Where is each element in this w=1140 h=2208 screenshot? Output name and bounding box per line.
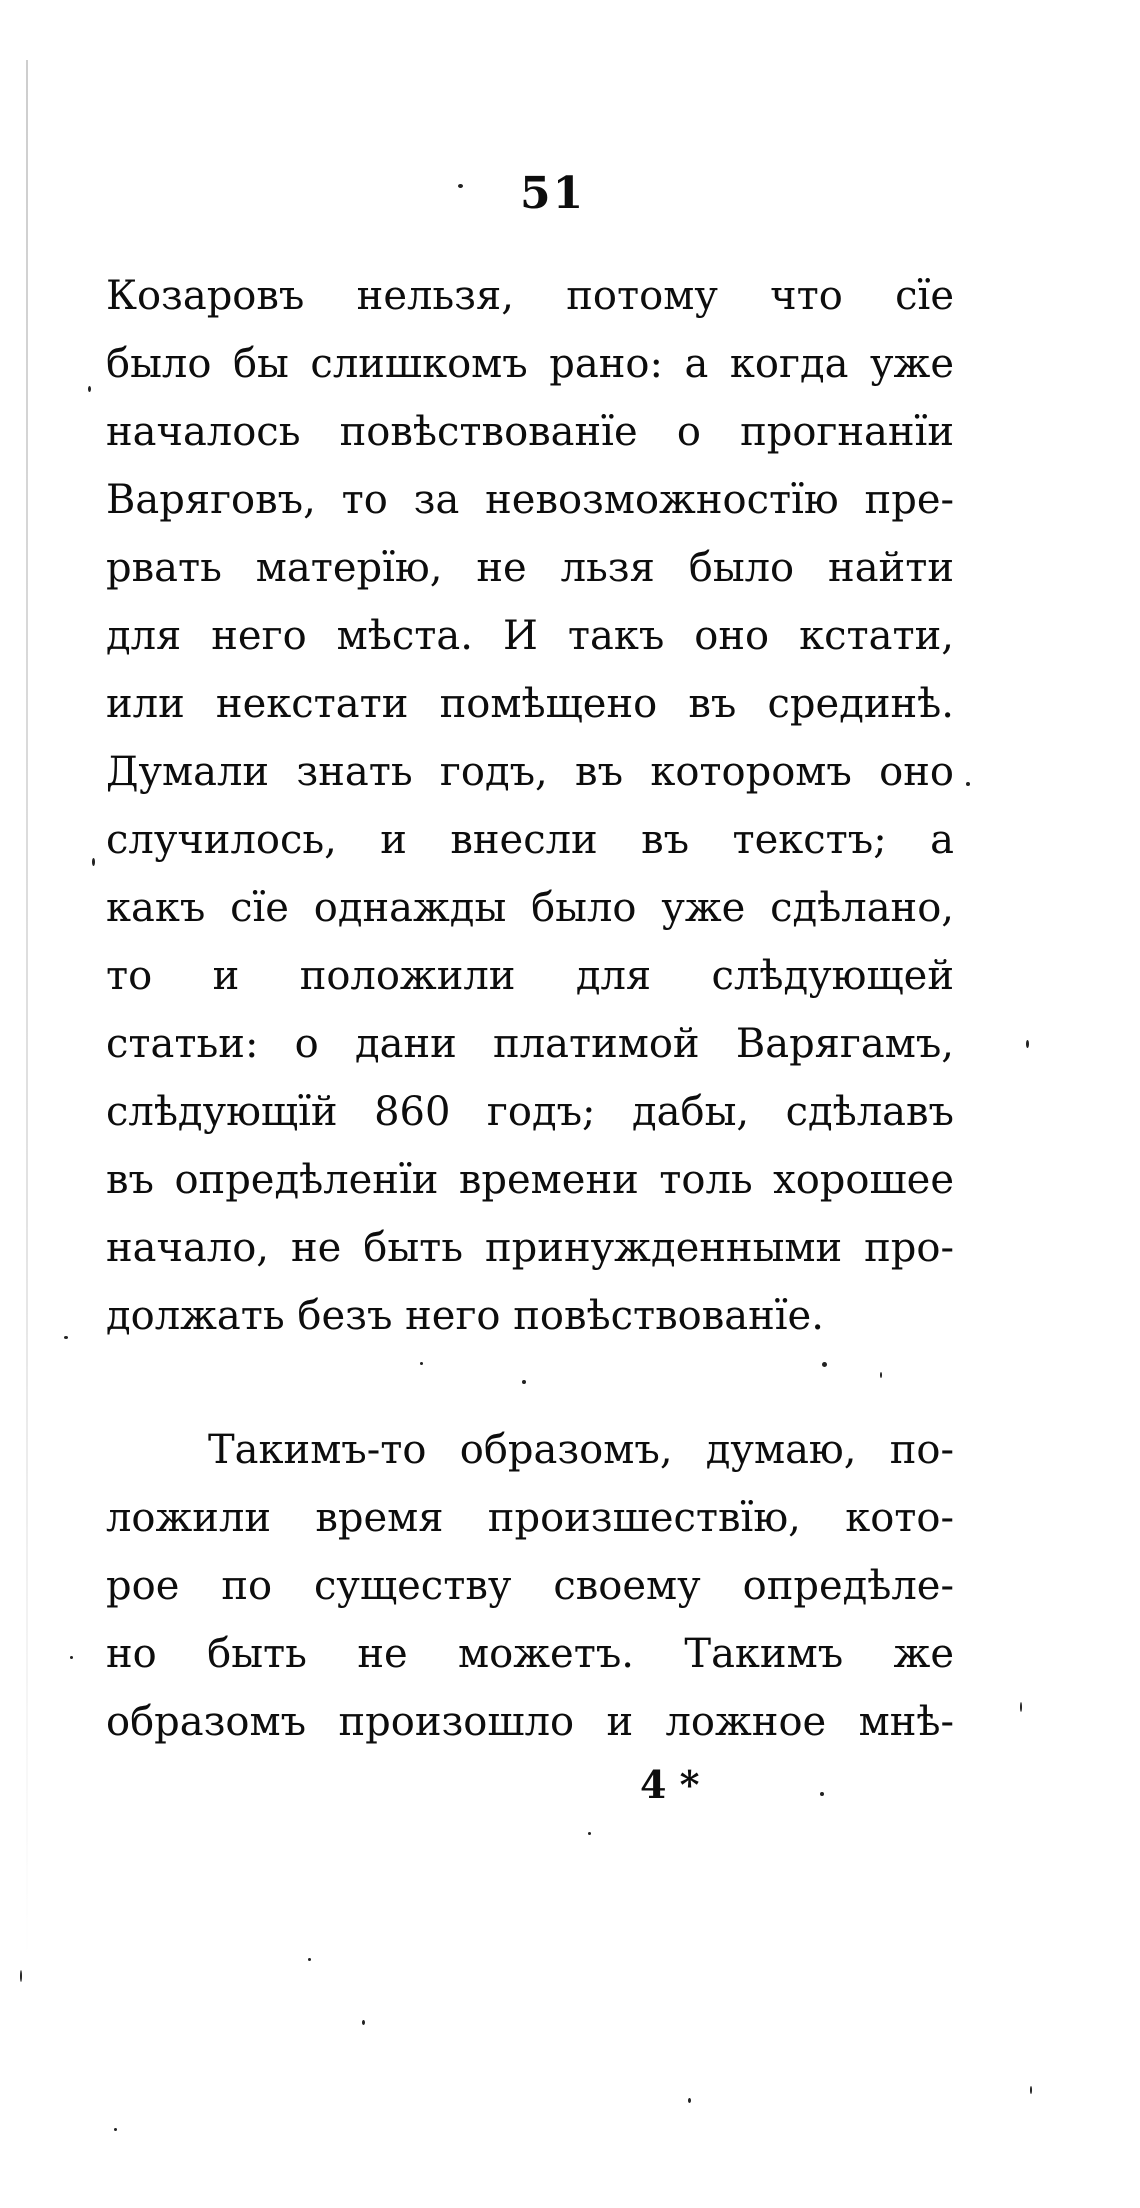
scan-speck — [1030, 2086, 1032, 2094]
text-line: ложили время произшествїю, кото- — [106, 1495, 954, 1541]
scan-speck — [458, 184, 463, 188]
text-line: статьи: о дани платимой Варягамъ, — [106, 1021, 954, 1067]
scan-speck — [308, 1958, 311, 1961]
text-line: или некстати помѣщено въ срединѣ. — [106, 681, 954, 727]
text-line: какъ сїе однажды было уже сдѣлано, — [106, 885, 954, 931]
scan-speck — [820, 1792, 824, 1796]
gutter-shadow — [26, 60, 28, 1960]
scan-speck — [420, 1362, 423, 1365]
signature-mark: 4 * — [640, 1762, 700, 1807]
scan-speck — [92, 858, 95, 866]
scan-speck — [114, 2128, 117, 2131]
text-line: то и положили для слѣдующей — [106, 953, 954, 999]
scan-speck — [688, 2098, 691, 2103]
scan-speck — [88, 386, 91, 392]
paragraph-1 — [106, 262, 954, 1350]
text-line: Варяговъ, то за невозможностїю пре- — [106, 477, 954, 523]
text-line: должать безъ него повѣствованїе. — [106, 1293, 824, 1339]
text-line: рвать матерїю, не льзя было найти — [106, 545, 954, 591]
text-line: случилось, и внесли въ текстъ; а — [106, 817, 954, 863]
text-line: было бы слишкомъ рано: а когда уже — [106, 341, 954, 387]
scan-speck — [966, 782, 970, 786]
text-line: началось повѣствованїе о прогнанїи — [106, 409, 954, 455]
scan-speck — [70, 1656, 73, 1659]
scan-speck — [522, 1380, 526, 1384]
text-line: но быть не можетъ. Такимъ же — [106, 1631, 954, 1677]
text-line: Такимъ-то образомъ, думаю, по- — [208, 1427, 954, 1473]
text-line: для него мѣста. И такъ оно кстати, — [106, 613, 954, 659]
scan-speck — [64, 1336, 68, 1339]
scan-speck — [880, 1372, 882, 1378]
text-line: Думали знать годъ, въ которомъ оно — [106, 749, 954, 795]
scan-speck — [588, 1832, 591, 1835]
scan-speck — [1026, 1040, 1029, 1048]
text-line: слѣдующїй 860 годъ; дабы, сдѣлавъ — [106, 1089, 954, 1135]
text-line: рое по существу своему опредѣле- — [106, 1563, 954, 1609]
scan-speck — [20, 1970, 22, 1982]
text-line: Козаровъ нельзя, потому что сїе — [106, 273, 954, 319]
scan-speck — [822, 1362, 827, 1367]
paragraph-2 — [106, 1416, 954, 1756]
scan-speck — [362, 2020, 365, 2025]
text-line: образомъ произошло и ложное мнѣ- — [106, 1699, 954, 1745]
scan-speck — [1020, 1702, 1022, 1712]
text-line: въ опредѣленїи времени толь хорошее — [106, 1157, 954, 1203]
text-line: начало, не быть принужденными про- — [106, 1225, 954, 1271]
page-number: 51 — [520, 168, 586, 219]
